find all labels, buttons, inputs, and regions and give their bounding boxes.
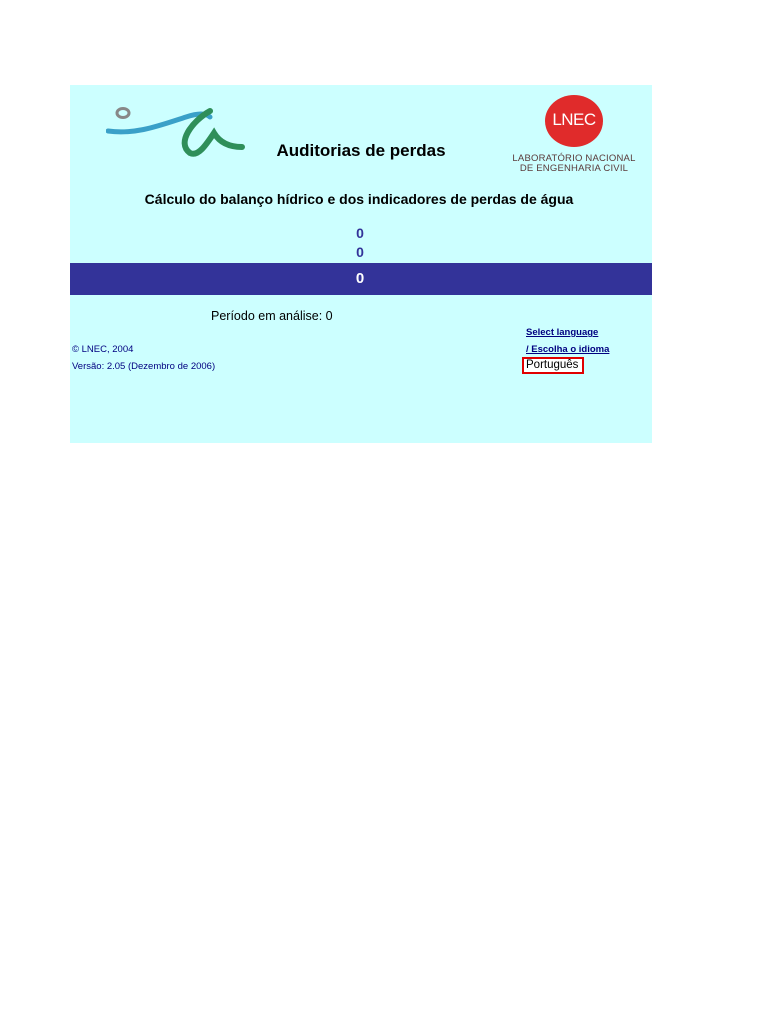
page-title: Auditorias de perdas <box>276 141 446 160</box>
lnec-logo-icon <box>545 95 603 147</box>
period-label: Período em análise: 0 <box>211 309 333 323</box>
page-subtitle: Cálculo do balanço hídrico e dos indicadores de perdas de água <box>144 191 574 207</box>
lnec-logo <box>508 93 640 177</box>
language-select[interactable]: Português <box>522 357 584 374</box>
lnec-logo-line2: DE ENGENHARIA CIVIL <box>519 163 629 174</box>
band-value: 0 <box>355 270 365 287</box>
lnec-logo-mark: LNEC <box>552 110 596 129</box>
select-language-link[interactable]: Select language <box>526 327 599 338</box>
spreadsheet-area <box>70 85 652 443</box>
lnec-logo-line1: LABORATÓRIO NACIONAL <box>512 153 636 164</box>
version-text: Versão: 2.05 (Dezembro de 2006) <box>72 361 216 372</box>
summary-band <box>70 263 652 295</box>
choose-language-link[interactable]: / Escolha o idioma <box>526 344 610 355</box>
summary-value-2: 0 <box>356 244 364 260</box>
copyright-text: © LNEC, 2004 <box>72 344 134 355</box>
summary-value-1: 0 <box>356 225 364 241</box>
